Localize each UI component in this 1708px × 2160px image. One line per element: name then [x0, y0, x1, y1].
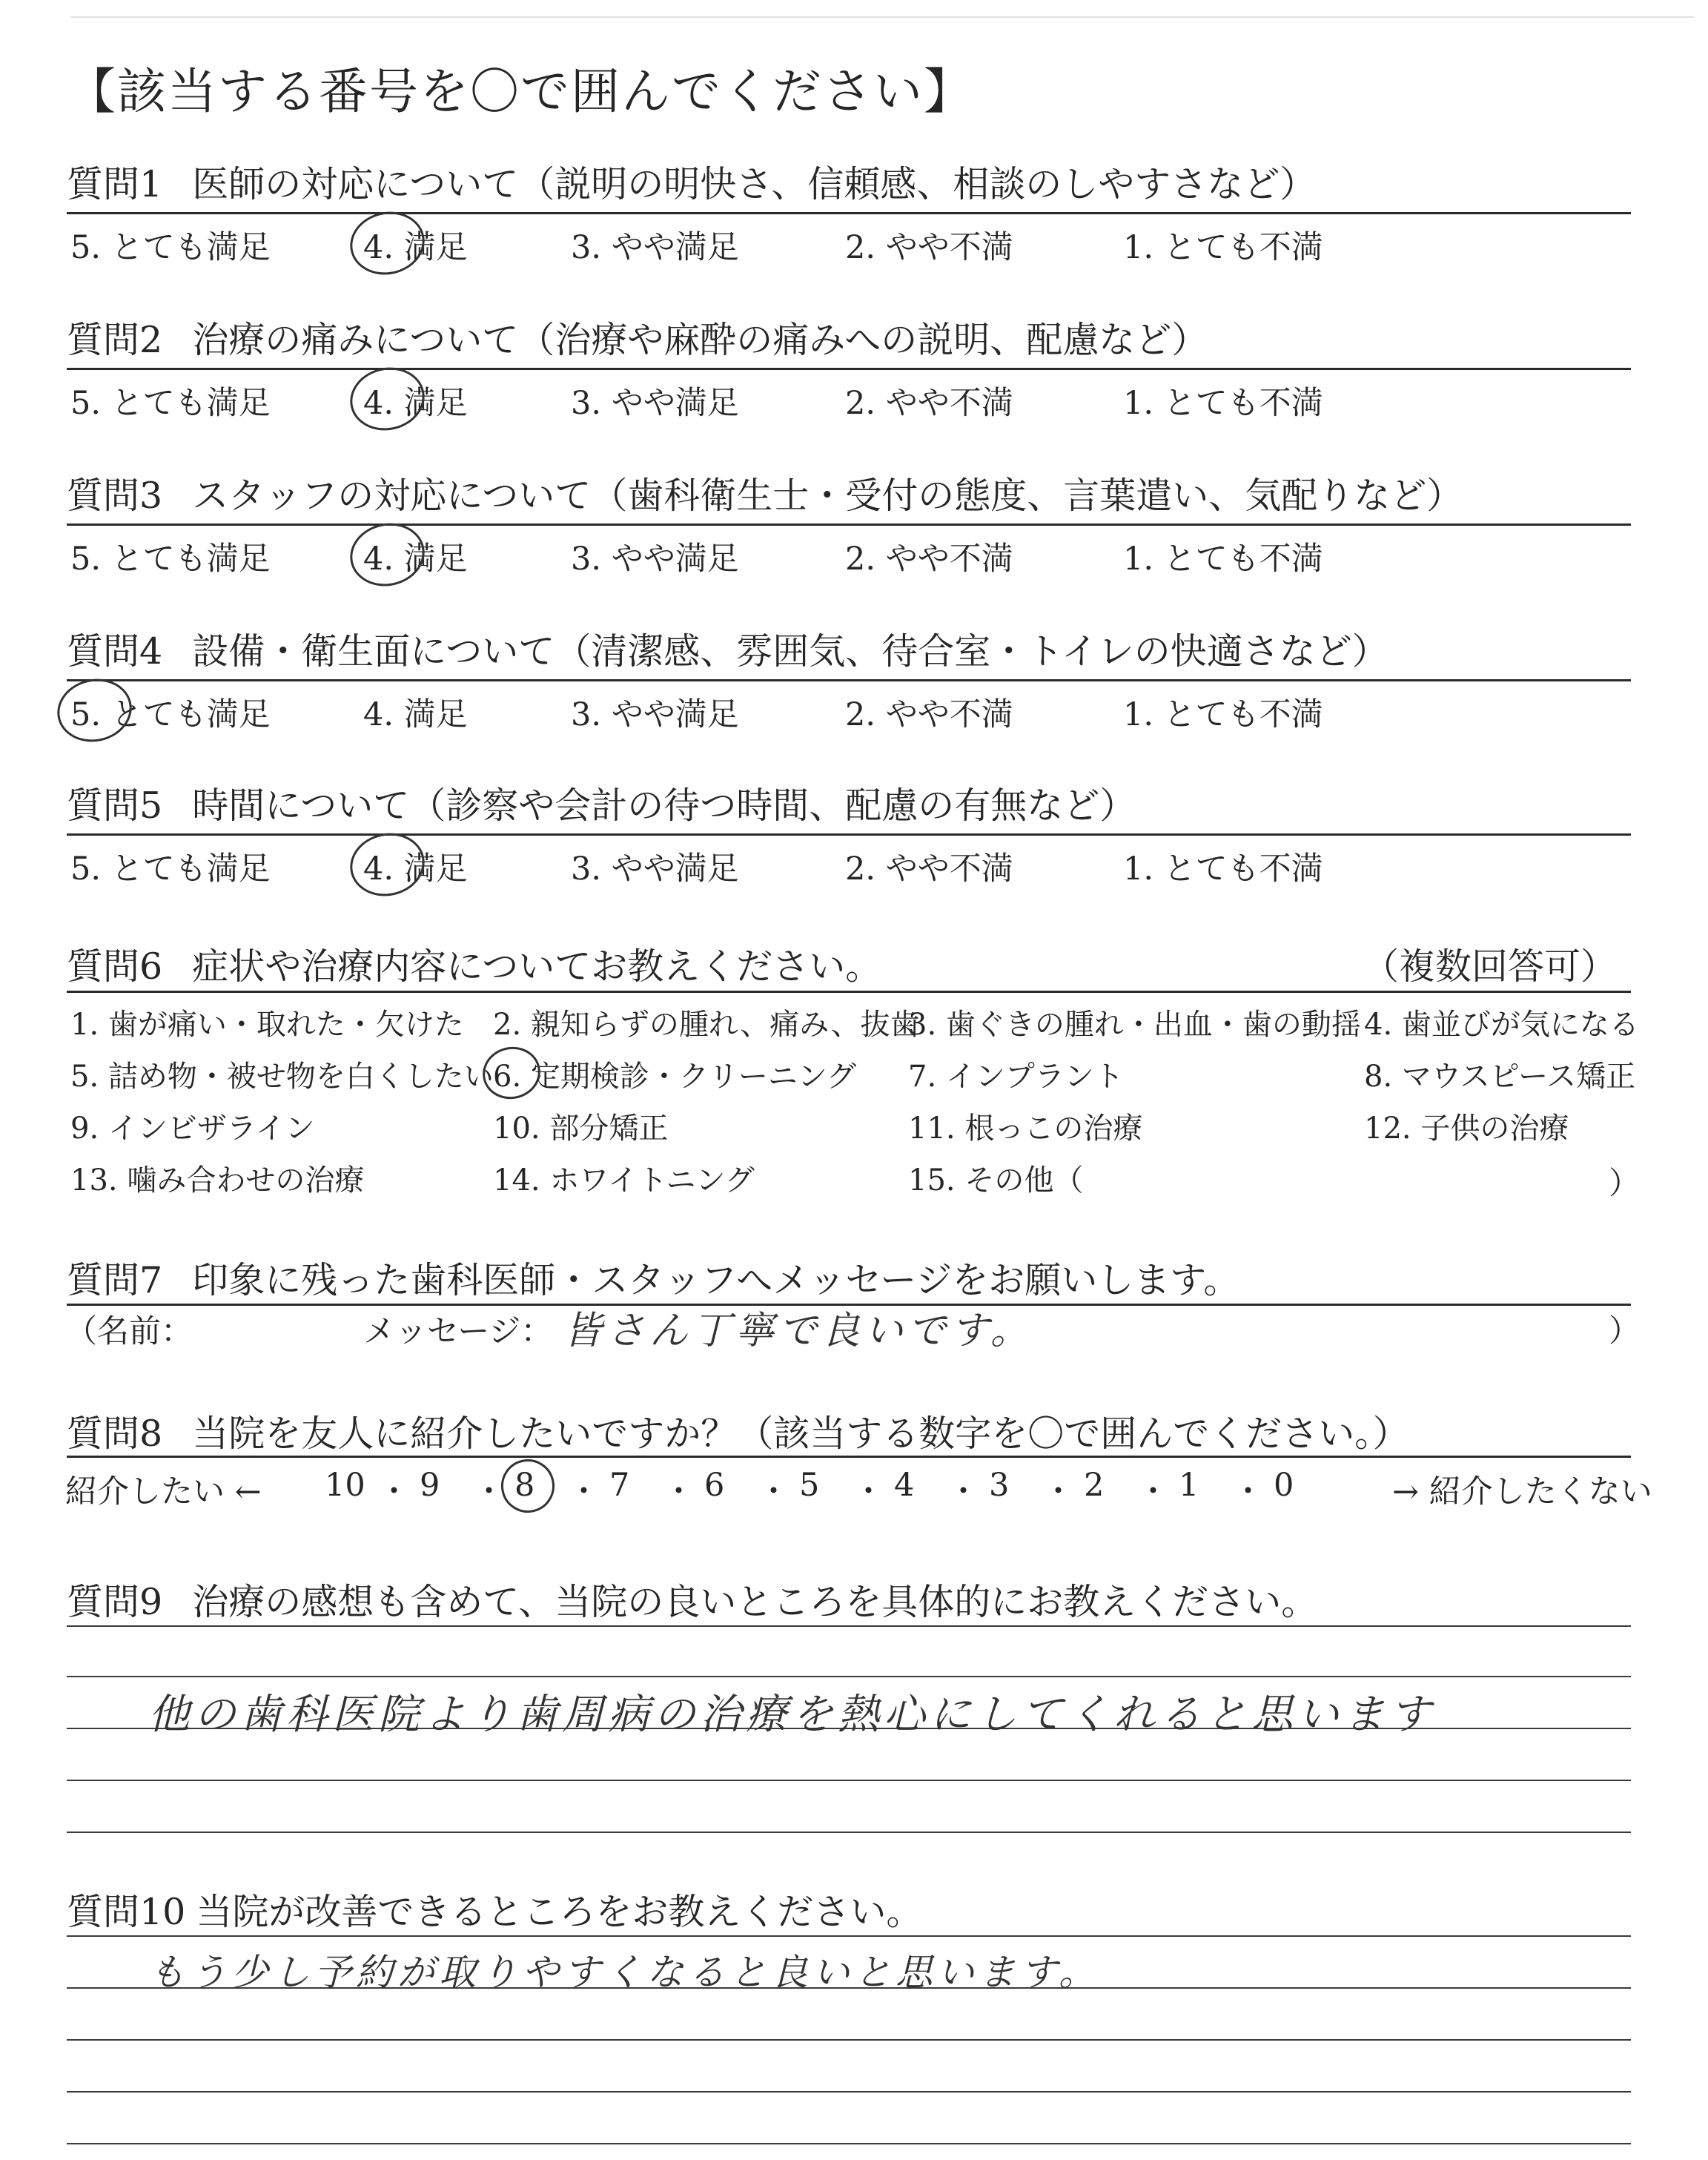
q7-close-paren: ）: [1609, 1312, 1641, 1349]
q6-option-5[interactable]: 5. 詰め物・被せ物を白くしたい: [70, 1060, 494, 1094]
q8-label: 質問8: [67, 1413, 163, 1455]
q2-option-3[interactable]: 3. やや満足: [571, 385, 739, 422]
q2-option-1[interactable]: 1. とても不満: [1123, 385, 1323, 422]
q4-text: 設備・衛生面について（清潔感、雰囲気、待合室・トイレの快適さなど）: [192, 630, 1388, 673]
q1-rule: [67, 212, 1631, 214]
q8-rule: [67, 1456, 1631, 1458]
q8-left-label: 紹介したい ←: [65, 1473, 262, 1510]
q8-scale-4[interactable]: 4: [894, 1467, 915, 1504]
q6-note: （複数回答可）: [1363, 945, 1618, 988]
q3-option-1[interactable]: 1. とても不満: [1123, 541, 1323, 578]
q10-label: 質問10: [67, 1891, 186, 1933]
q3-option-5[interactable]: 5. とても満足: [70, 541, 271, 578]
q2-option-5[interactable]: 5. とても満足: [70, 385, 271, 422]
q1-text: 医師の対応について（説明の明快さ、信頼感、相談のしやすさなど）: [192, 163, 1317, 205]
q8-scale-9[interactable]: 9: [420, 1467, 440, 1504]
q8-text: 当院を友人に紹介したいですか？（該当する数字を〇で囲んでください。）: [192, 1413, 1409, 1455]
q6-option-4[interactable]: 4. 歯並びが気になる: [1364, 1008, 1639, 1042]
q10-heading: [67, 1883, 922, 1935]
q10-line-3: [67, 2039, 1631, 2041]
q4-heading: [67, 623, 1388, 675]
q8-scale-10[interactable]: 10: [325, 1467, 365, 1504]
q8-scale-6[interactable]: 6: [704, 1467, 725, 1504]
q8-scale-separator: ・: [663, 1473, 695, 1510]
top-border: [70, 16, 1694, 18]
q6-option-12[interactable]: 12. 子供の治療: [1364, 1112, 1569, 1146]
q3-option-2[interactable]: 2. やや不満: [845, 541, 1013, 578]
q5-label: 質問5: [67, 785, 163, 827]
q8-scale: [65, 1467, 1652, 1511]
q1-options: [70, 222, 1627, 267]
q8-scale-3[interactable]: 3: [989, 1467, 1010, 1504]
q8-scale-8[interactable]: 8: [514, 1467, 535, 1504]
q8-scale-separator: ・: [758, 1473, 790, 1510]
q4-options: [70, 690, 1627, 734]
q6-heading: [67, 938, 881, 990]
q9-line-5: [67, 1832, 1631, 1833]
q7-message-label: メッセージ：: [363, 1313, 553, 1350]
q9-text: 治療の感想も含めて、当院の良いところを具体的にお教えください。: [192, 1581, 1318, 1623]
q6-option-3[interactable]: 3. 歯ぐきの腫れ・出血・歯の動揺: [908, 1008, 1361, 1042]
q7-name-label: （名前：: [65, 1313, 193, 1350]
q6-option-10[interactable]: 10. 部分矯正: [493, 1112, 669, 1146]
q6-label: 質問6: [67, 945, 163, 988]
q8-scale-7[interactable]: 7: [609, 1467, 630, 1504]
q7-label: 質問7: [67, 1259, 163, 1301]
q8-heading: [67, 1405, 1409, 1457]
q1-heading: [67, 156, 1316, 208]
q2-label: 質問2: [67, 319, 163, 361]
q1-option-3[interactable]: 3. やや満足: [571, 229, 739, 266]
q2-options: [70, 378, 1627, 423]
q1-option-4[interactable]: 4. 満足: [363, 229, 468, 266]
q8-scale-5[interactable]: 5: [799, 1467, 820, 1504]
q10-line-4: [67, 2091, 1631, 2093]
q5-text: 時間について（診察や会計の待つ時間、配慮の有無など）: [192, 785, 1136, 827]
q2-rule: [67, 368, 1631, 370]
q5-option-4[interactable]: 4. 満足: [363, 851, 468, 888]
q4-option-1[interactable]: 1. とても不満: [1123, 696, 1323, 733]
q3-option-4[interactable]: 4. 満足: [363, 541, 468, 578]
q3-label: 質問3: [67, 475, 163, 517]
q1-option-2[interactable]: 2. やや不満: [845, 229, 1013, 266]
q10-text: 当院が改善できるところをお教えください。: [196, 1891, 923, 1933]
q6-option-9[interactable]: 9. インビザライン: [70, 1112, 315, 1146]
q5-option-1[interactable]: 1. とても不満: [1123, 851, 1323, 888]
q8-scale-1[interactable]: 1: [1179, 1467, 1199, 1504]
q4-option-4[interactable]: 4. 満足: [363, 696, 468, 733]
page-title: 【該当する番号を〇で囲んでください】: [67, 63, 974, 120]
q3-rule: [67, 524, 1631, 526]
q5-option-3[interactable]: 3. やや満足: [571, 851, 739, 888]
q6-option-2[interactable]: 2. 親知らずの腫れ、痛み、抜歯: [493, 1008, 920, 1042]
q3-text: スタッフの対応について（歯科衛生士・受付の態度、言葉遣い、気配りなど）: [192, 475, 1463, 517]
q9-line-1: [67, 1625, 1631, 1627]
q8-scale-2[interactable]: 2: [1084, 1467, 1105, 1504]
q3-option-3[interactable]: 3. やや満足: [571, 541, 739, 578]
q7-message-handwritten: 皆さん丁寧で良いです。: [563, 1309, 1033, 1353]
q6-option-14[interactable]: 14. ホワイトニング: [493, 1163, 755, 1198]
q5-options: [70, 844, 1627, 888]
q10-answer-handwritten: もう少し予約が取りやすくなると良いと思います。: [148, 1951, 1100, 1994]
q8-scale-separator: ・: [1042, 1473, 1074, 1510]
q3-heading: [67, 467, 1463, 519]
q6-option-7[interactable]: 7. インプラント: [908, 1060, 1124, 1094]
q2-heading: [67, 311, 1208, 363]
q6-close-paren: ）: [1609, 1165, 1641, 1201]
q8-scale-separator: ・: [568, 1473, 600, 1510]
q8-scale-separator: ・: [947, 1473, 979, 1510]
q6-option-11[interactable]: 11. 根っこの治療: [908, 1112, 1143, 1146]
q6-rule: [67, 991, 1631, 993]
q6-text: 症状や治療内容についてお教えください。: [192, 945, 882, 988]
q9-answer-handwritten: 他の歯科医院より歯周病の治療を熱心にしてくれると思います: [148, 1691, 1435, 1739]
q6-option-15[interactable]: 15. その他（: [908, 1163, 1084, 1198]
q5-option-5[interactable]: 5. とても満足: [70, 851, 271, 888]
q6-option-13[interactable]: 13. 噛み合わせの治療: [70, 1163, 365, 1198]
q8-scale-separator: ・: [1137, 1473, 1169, 1510]
q4-option-2[interactable]: 2. やや不満: [845, 696, 1013, 733]
q6-option-8[interactable]: 8. マウスピース矯正: [1364, 1060, 1636, 1094]
q9-line-2: [67, 1676, 1631, 1677]
q9-line-4: [67, 1780, 1631, 1781]
q3-options: [70, 534, 1627, 578]
q8-right-label: → 紹介したくない: [1392, 1473, 1652, 1510]
q6-option-1[interactable]: 1. 歯が痛い・取れた・欠けた: [70, 1008, 464, 1042]
q8-scale-separator: ・: [1232, 1473, 1264, 1510]
q2-text: 治療の痛みについて（治療や麻酔の痛みへの説明、配慮など）: [192, 319, 1208, 361]
q10-line-1: [67, 1935, 1631, 1937]
q7-heading: [67, 1252, 1239, 1304]
q10-line-5: [67, 2143, 1631, 2144]
q9-label: 質問9: [67, 1581, 163, 1623]
q6-option-6[interactable]: 6. 定期検診・クリーニング: [493, 1060, 857, 1094]
q4-label: 質問4: [67, 630, 163, 673]
q4-option-3[interactable]: 3. やや満足: [571, 696, 739, 733]
q1-option-1[interactable]: 1. とても不満: [1123, 229, 1323, 266]
q8-scale-0[interactable]: 0: [1274, 1467, 1294, 1504]
q8-scale-separator: ・: [378, 1473, 410, 1510]
q1-option-5[interactable]: 5. とても満足: [70, 229, 271, 266]
q2-option-2[interactable]: 2. やや不満: [845, 385, 1013, 422]
q7-text: 印象に残った歯科医師・スタッフへメッセージをお願いします。: [192, 1259, 1240, 1301]
q5-heading: [67, 777, 1136, 829]
q9-heading: [67, 1573, 1317, 1625]
q8-scale-separator: ・: [473, 1473, 505, 1510]
q4-rule: [67, 679, 1631, 681]
q2-option-4[interactable]: 4. 満足: [363, 385, 468, 422]
q4-option-5[interactable]: 5. とても満足: [70, 696, 271, 733]
q5-option-2[interactable]: 2. やや不満: [845, 851, 1013, 888]
q8-scale-separator: ・: [853, 1473, 884, 1510]
q1-label: 質問1: [67, 163, 163, 205]
q5-rule: [67, 833, 1631, 836]
